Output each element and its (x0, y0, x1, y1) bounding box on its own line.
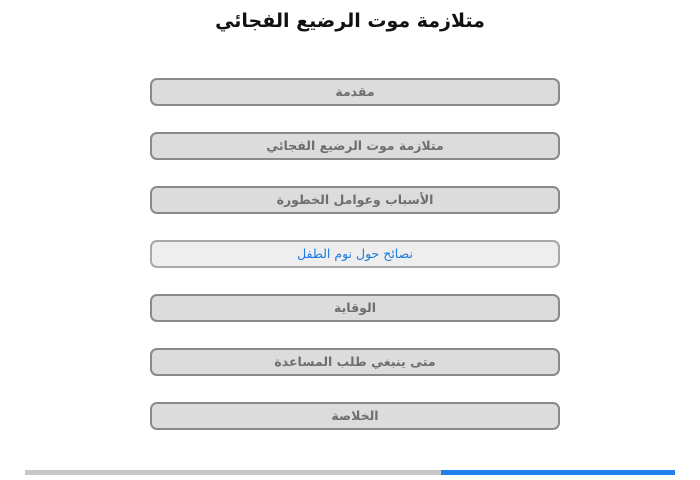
menu-item-introduction[interactable]: مقدمة (150, 78, 560, 106)
progress-bar (25, 470, 675, 475)
chapter-menu (150, 78, 560, 430)
menu-item-summary[interactable]: الخلاصة (150, 402, 560, 430)
progress-bar-fill (441, 470, 675, 475)
menu-item-when-to-seek-help[interactable]: متى ينبغي طلب المساعدة (150, 348, 560, 376)
page-title: متلازمة موت الرضيع الفجائي (215, 10, 485, 32)
menu-item-sleep-tips[interactable]: نصائح حول نوم الطفل (150, 240, 560, 268)
menu-item-causes-risk-factors[interactable]: الأسباب وعوامل الخطورة (150, 186, 560, 214)
menu-item-prevention[interactable]: الوقاية (150, 294, 560, 322)
menu-item-sids[interactable]: متلازمة موت الرضيع الفجائي (150, 132, 560, 160)
